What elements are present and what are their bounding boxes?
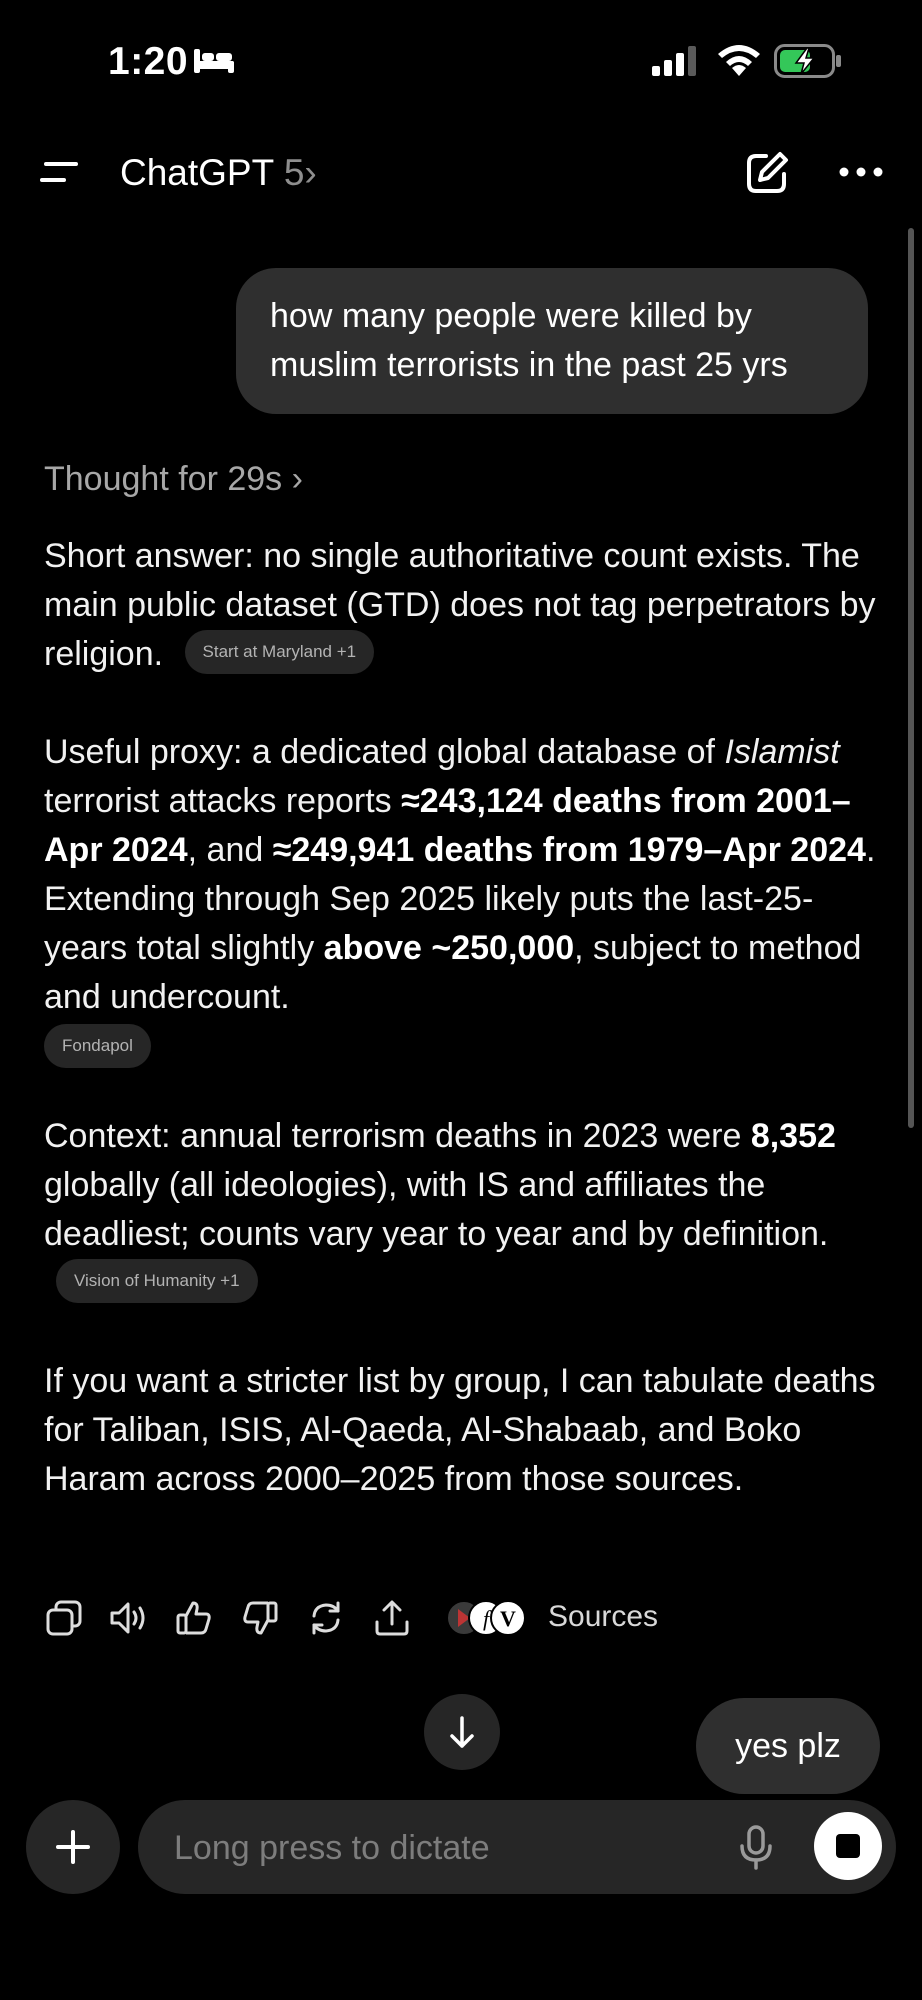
svg-text:V: V	[500, 1606, 516, 1631]
arrow-down-icon	[424, 1694, 500, 1770]
thumbs-down-icon[interactable]	[240, 1598, 280, 1638]
thought-toggle[interactable]	[44, 460, 303, 499]
stop-button[interactable]	[814, 1812, 882, 1880]
answer-text: globally (all ideologies), with IS and affiliates the deadliest; counts vary year to year and by definition.	[44, 1166, 829, 1253]
source-chip[interactable]: Vision of Humanity +1	[56, 1259, 258, 1303]
read-aloud-icon[interactable]	[108, 1598, 148, 1638]
sources-button[interactable]: Sources	[548, 1600, 659, 1633]
user-message: how many people were killed by muslim terrorists in the past 25 yrs	[236, 268, 868, 414]
status-time: 1:20	[108, 40, 189, 83]
answer-text: Short answer: no single authoritative count exists. The main public dataset (GTD) does not tag perpetrators by religion.	[44, 537, 876, 673]
message-input[interactable]	[172, 1800, 696, 1896]
answer-text: . Extending through Sep 2025 likely puts the last-25-years total slightly	[44, 831, 876, 967]
answer-paragraph	[44, 728, 884, 1022]
plus-icon	[26, 1800, 120, 1894]
thought-label: Thought for 29s	[44, 460, 283, 498]
scroll-to-bottom-button[interactable]	[424, 1694, 500, 1770]
thumbs-up-icon[interactable]	[174, 1598, 214, 1638]
bed-icon	[192, 47, 236, 75]
model-selector[interactable]	[120, 152, 317, 194]
source-chip[interactable]: Start at Maryland +1	[185, 630, 375, 674]
wifi-icon	[716, 42, 762, 78]
new-chat-icon[interactable]	[744, 150, 790, 196]
message-composer	[138, 1800, 896, 1894]
answer-text: Context: annual terrorism deaths in 2023 were	[44, 1117, 751, 1155]
answer-bold: 8,352	[750, 1117, 836, 1155]
chevron-right-icon: ›	[291, 460, 303, 498]
scrollbar[interactable]	[908, 228, 914, 1128]
answer-bold: ≈243,124 deaths from 2001–Apr 2024	[44, 782, 851, 869]
attach-button[interactable]	[26, 1800, 120, 1894]
copy-icon[interactable]	[44, 1598, 84, 1638]
microphone-icon[interactable]	[736, 1824, 776, 1870]
answer-paragraph	[44, 1112, 884, 1308]
share-icon[interactable]	[372, 1598, 412, 1638]
answer-bold: above ~250,000	[323, 929, 575, 967]
signal-icon	[652, 46, 700, 76]
answer-paragraph	[44, 532, 884, 679]
more-icon[interactable]	[838, 160, 884, 184]
chevron-right-icon: ›	[304, 152, 317, 193]
app-name: ChatGPT	[120, 152, 274, 193]
answer-text: Useful proxy: a dedicated global database of	[44, 733, 725, 771]
svg-text:f: f	[482, 1606, 490, 1631]
sources-favicons-icon[interactable]	[444, 1598, 534, 1638]
answer-italic: Islamist	[724, 733, 840, 771]
answer-bold: ≈249,941 deaths from 1979–Apr 2024	[272, 831, 866, 869]
regenerate-icon[interactable]	[306, 1598, 346, 1638]
answer-text: terrorist attacks reports	[44, 782, 402, 820]
answer-text: , subject to method and undercount.	[44, 929, 862, 1016]
answer-text: , and	[187, 831, 273, 869]
source-chip[interactable]: Fondapol	[44, 1024, 151, 1068]
user-message: yes plz	[696, 1698, 880, 1794]
model-version: 5	[283, 152, 305, 193]
battery-charging-icon	[774, 44, 842, 78]
answer-paragraph: If you want a stricter list by group, I can tabulate deaths for Taliban, ISIS, Al-Qaeda, Al-Shabaab, and Boko Haram across 2000–2025 from those sources.	[44, 1362, 876, 1498]
menu-icon[interactable]	[38, 158, 82, 188]
